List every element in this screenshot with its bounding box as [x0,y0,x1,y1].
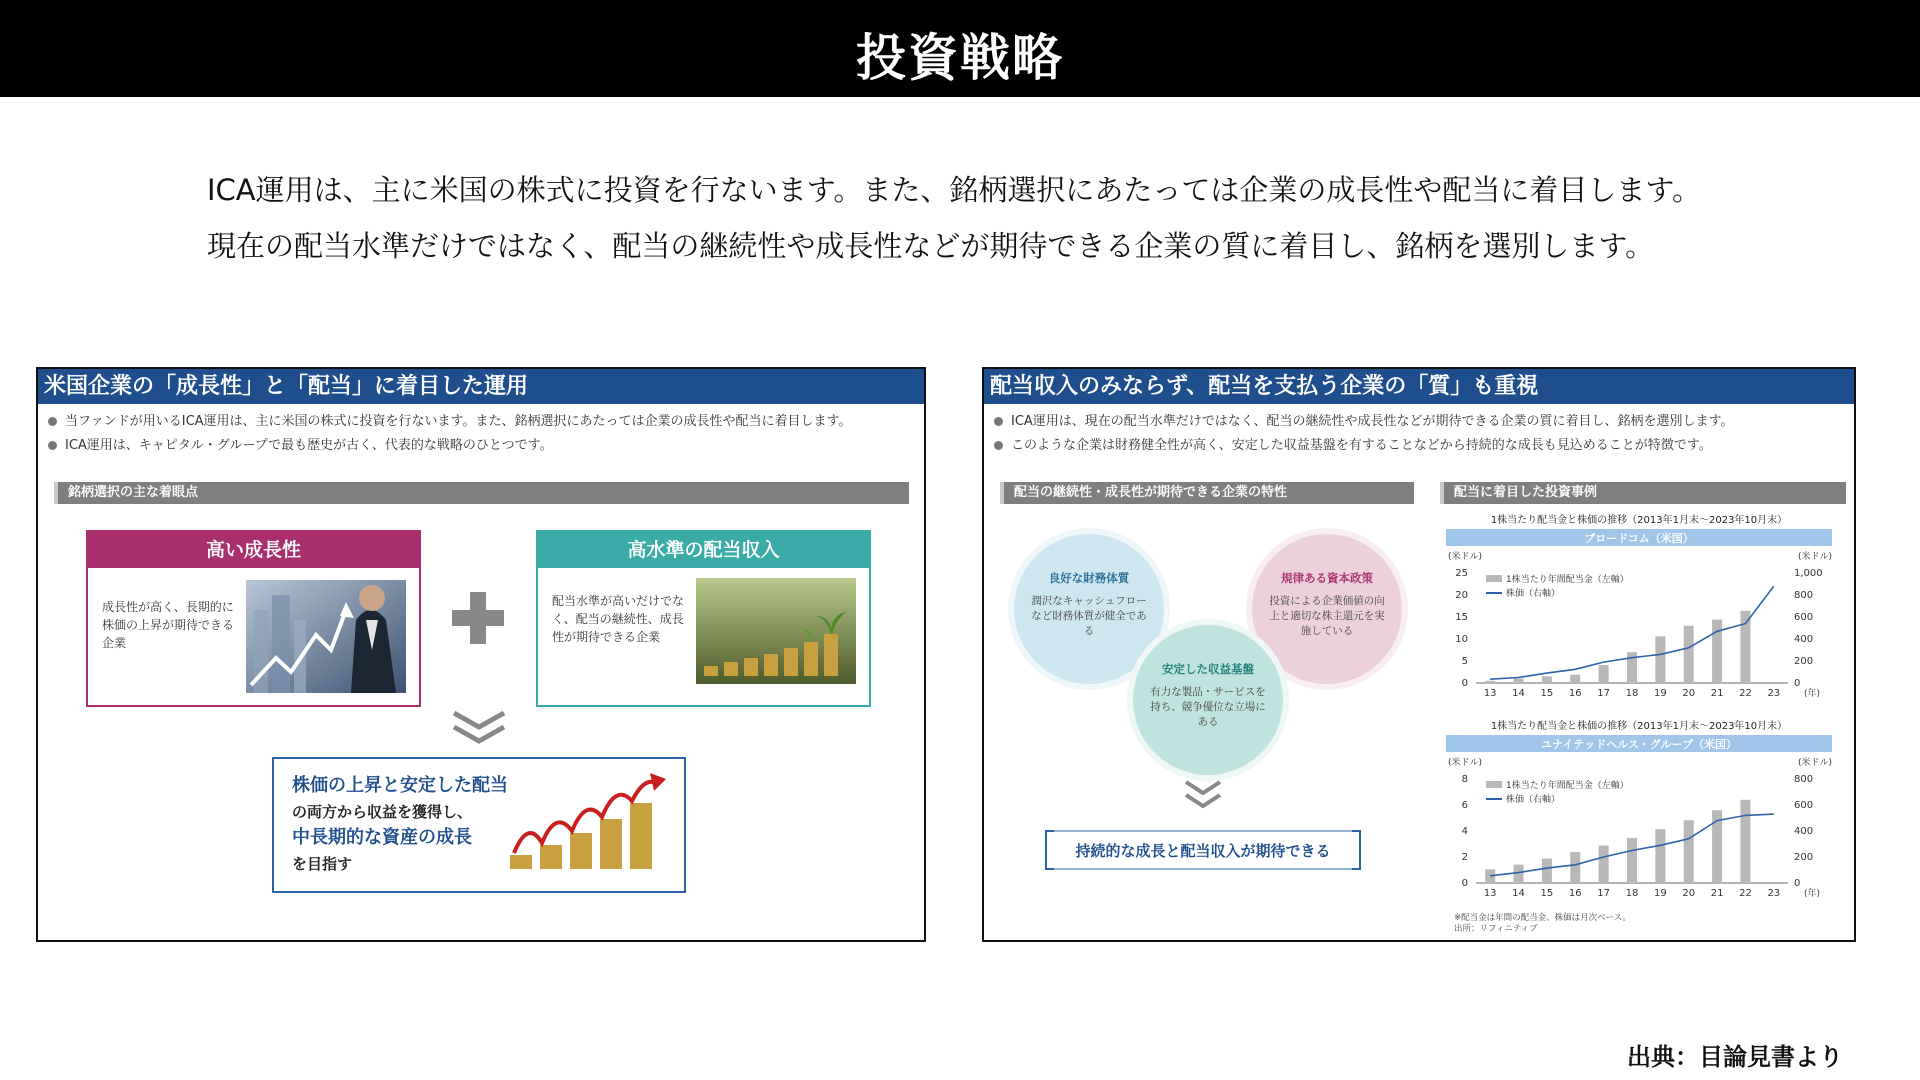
chart-broadcom [1440,511,1838,717]
right-subhead-traits: 配当の継続性・成長性が期待できる企業の特性 [1000,482,1414,504]
chart-unitedhealth [1440,717,1838,917]
dividend-bar [1542,676,1552,683]
x-axis-unit: (年) [1803,889,1820,899]
right-tick-label: 1,000 [1794,568,1823,579]
right-tick-label: 0 [1794,678,1801,689]
right-subhead-examples: 配当に着目した投資事例 [1440,482,1846,504]
broadcom-chart-svg [1440,511,1838,717]
coin-growth-arrow-illustration [500,769,670,881]
bullet-dot-icon [48,441,57,450]
chevron-down-icon [450,709,508,747]
chart-subtitle: ブロードコム（米国） [1584,532,1694,545]
dividend-bar [1655,829,1665,883]
x-tick-label: 23 [1767,888,1781,899]
left-tick-label: 0 [1461,678,1468,689]
growth-card [86,530,421,707]
conclusion-text: 持続的な成長と配当収入が期待できる [1075,842,1331,860]
right-tick-label: 400 [1794,826,1814,837]
x-tick-label: 19 [1653,688,1667,699]
trait-title: 安定した収益基盤 [1162,662,1254,676]
left-panel-bullets [38,404,924,458]
source-note: 出典：目論見書より [1627,1043,1843,1071]
right-tick-label: 0 [1794,878,1801,889]
x-tick-label: 13 [1483,888,1497,899]
x-tick-label: 15 [1540,888,1554,899]
legend-dividend-label: 1株当たり年間配当金（左軸） [1506,781,1629,791]
result-line-4: を目指す [292,855,353,873]
right-tick-label: 600 [1794,612,1814,623]
right-bullet-1: ICA運用は、現在の配当水準だけではなく、配当の継続性や成長性などが期待できる企業の質に着目し、銘柄を選別します。 [994,410,1854,434]
right-tick-label: 800 [1794,774,1814,785]
growth-card-text: 成長性が高く、長期的に株価の上昇が期待できる企業 [102,600,235,650]
legend-dividend-label: 1株当たり年間配当金（左軸） [1506,575,1629,585]
left-tick-label: 10 [1455,634,1468,645]
result-box [272,757,686,893]
left-bullet-2: ICA運用は、キャピタル・グループで最も歴史が古く、代表的な戦略のひとつです。 [48,434,924,458]
right-tick-label: 400 [1794,634,1814,645]
x-tick-label: 14 [1512,888,1525,899]
footnote-dividend: ※配当金は年間の配当金、株価は月次ベース。 [1454,913,1631,923]
x-tick-label: 16 [1568,688,1582,699]
x-tick-label: 21 [1710,888,1724,899]
bullet-dot-icon [994,441,1003,450]
legend-bar-swatch [1486,781,1502,788]
result-line-3: 中長期的な資産の成長 [292,827,472,848]
plus-icon [452,592,504,644]
left-tick-label: 25 [1455,568,1468,579]
footnote-source: 出所：リフィニティブ [1454,924,1538,934]
trait-desc: 投資による企業価値の向上と適切な株主還元を実施している [1269,595,1385,637]
dividend-bar [1740,611,1750,683]
dividend-bar [1740,800,1750,883]
result-line-2: の両方から収益を獲得し、 [292,803,473,821]
x-tick-label: 16 [1568,888,1582,899]
chart-title: 1株当たり配当金と株価の推移（2013年1月末～2023年10月末） [1490,515,1788,526]
chart-subtitle: ユナイテッドヘルス・グループ（米国） [1540,738,1738,751]
x-tick-label: 21 [1710,688,1724,699]
trait-title: 良好な財務体質 [1048,571,1130,585]
intro-text [207,162,1701,274]
dividend-bar [1627,838,1637,883]
right-panel-bullets [984,404,1854,458]
left-tick-label: 4 [1461,826,1468,837]
businessman-chart-photo [246,580,406,693]
left-tick-label: 8 [1461,774,1468,785]
right-bullet-2: このような企業は財務健全性が高く、安定した収益基盤を有することなどから持続的な成長も見込めることが特徴です。 [994,434,1854,458]
dividend-bar [1684,626,1694,683]
left-bullet-1: 当ファンドが用いるICA運用は、主に米国の株式に投資を行ないます。また、銘柄選択にあたっては企業の成長性や配当に着目します。 [48,410,924,434]
dividend-card-text: 配当水準が高いだけでなく、配当の継続性、成長性が期待できる企業 [552,594,685,644]
unitedhealth-chart-svg [1440,717,1838,917]
title-bar [0,0,1920,97]
page-title: 投資戦略 [856,29,1064,87]
right-tick-label: 200 [1794,656,1814,667]
chart-footnotes [1454,913,1631,935]
right-panel-header: 配当収入のみならず、配当を支払う企業の「質」も重視 [984,369,1854,404]
trait-circle-earnings [1127,619,1289,781]
left-panel-header: 米国企業の「成長性」と「配当」に着目した運用 [38,369,924,404]
bullet-dot-icon [994,417,1003,426]
dividend-bar [1599,846,1609,883]
x-tick-label: 18 [1625,888,1639,899]
dividend-bar [1599,665,1609,683]
intro-line-1: ICA運用は、主に米国の株式に投資を行ないます。また、銘柄選択にあたっては企業の成長性や配当に着目します。 [207,173,1702,207]
x-tick-label: 22 [1739,888,1752,899]
dividend-bar [1570,675,1580,683]
chart-title: 1株当たり配当金と株価の推移（2013年1月末～2023年10月末） [1490,721,1788,732]
dividend-card-title: 高水準の配当収入 [538,532,869,568]
x-tick-label: 22 [1739,688,1752,699]
dividend-card [536,530,871,707]
left-tick-label: 15 [1455,612,1468,623]
right-tick-label: 200 [1794,852,1814,863]
dividend-bar [1570,852,1580,883]
conclusion-box [1044,829,1362,871]
x-tick-label: 17 [1597,888,1611,899]
x-axis-unit: (年) [1803,689,1820,699]
x-tick-label: 18 [1625,688,1639,699]
left-tick-label: 0 [1461,878,1468,889]
x-tick-label: 20 [1682,888,1696,899]
left-tick-label: 6 [1461,800,1468,811]
trait-desc: 潤沢なキャッシュフローなど財務体質が健全である [1031,595,1147,637]
left-axis-unit: (米ドル) [1448,758,1483,768]
trait-title: 規律ある資本政策 [1281,571,1373,585]
x-tick-label: 14 [1512,688,1525,699]
left-panel [36,367,926,942]
dividend-bar [1514,679,1524,683]
left-subhead: 銘柄選択の主な着眼点 [54,482,909,504]
x-tick-label: 23 [1767,688,1781,699]
right-axis-unit: (米ドル) [1797,552,1832,562]
x-tick-label: 13 [1483,688,1497,699]
dividend-bar [1655,636,1665,683]
left-tick-label: 20 [1455,590,1468,601]
x-tick-label: 17 [1597,688,1611,699]
dividend-bar [1514,865,1524,883]
coins-plant-photo [696,578,856,684]
dividend-bar [1684,820,1694,883]
left-axis-unit: (米ドル) [1448,552,1483,562]
left-tick-label: 2 [1461,852,1468,863]
bullet-dot-icon [48,417,57,426]
legend-price-label: 株価（右軸） [1506,795,1561,805]
chevron-down-icon [1183,779,1223,813]
right-panel [982,367,1856,942]
dividend-bar [1485,681,1495,683]
intro-line-2: 現在の配当水準だけではなく、配当の継続性や成長性などが期待できる企業の質に着目し、銘柄を選別します。 [207,229,1655,263]
dividend-bar [1542,859,1552,883]
x-tick-label: 15 [1540,688,1554,699]
right-tick-label: 800 [1794,590,1814,601]
result-line-1: 株価の上昇と安定した配当 [292,775,508,796]
trait-desc: 有力な製品・サービスを持ち、競争優位な立場にある [1150,686,1266,728]
left-tick-label: 5 [1461,656,1468,667]
right-axis-unit: (米ドル) [1797,758,1832,768]
right-tick-label: 600 [1794,800,1814,811]
legend-price-label: 株価（右軸） [1506,589,1561,599]
dividend-bar [1712,620,1722,683]
growth-card-title: 高い成長性 [88,532,419,568]
legend-bar-swatch [1486,575,1502,582]
x-tick-label: 20 [1682,688,1696,699]
x-tick-label: 19 [1653,888,1667,899]
